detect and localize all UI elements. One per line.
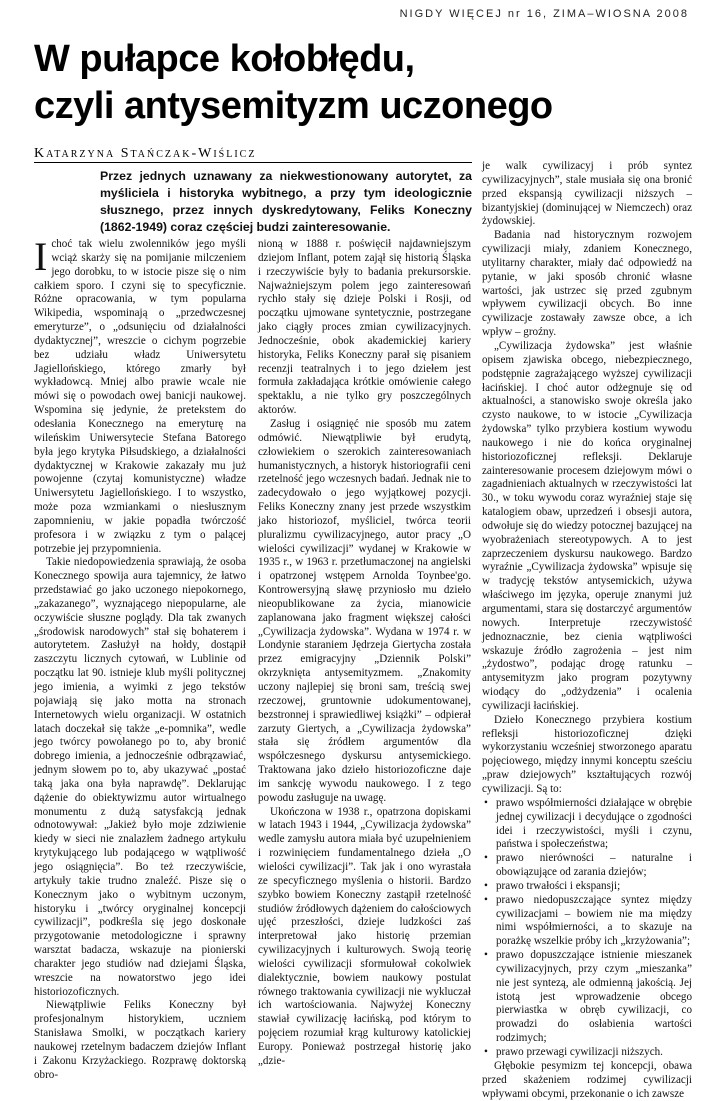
col3-paragraph-5: Głębokie pesymizm tej koncepcji, obawa przed skażeniem rodzimej cywilizacji wpływami obcymi, przekonanie o ich zawsze [482,1059,692,1100]
column-2 [258,238,471,1067]
list-item: • prawo niedopuszczające syntez między cywilizacjami – bowiem nie ma między nimi współmierności, a to skazuje na porażkę wszelkie próby ich „krzyżowania”; [496,894,692,949]
list-item: • prawo przewagi cywilizacji niższych. [496,1046,692,1060]
list-item: • prawo trwałości i ekspansji; [496,880,692,894]
col2-paragraph-1: nioną w 1888 r. poświęcił najdawniejszym dziejom Inflant, potem zajął się historią Śląska i rzeczywiście były to badania prekursorskie. Najważniejszym polem jego zainteresowań rychło stały się dzieje Polski i Rosji, od początku ujmowane syntetycznie, postrzegane jako ciągły proces zmian cywilizacyjnych. Jednocześnie, obok akademickiej kariery historyka, Feliks Koneczny parał się pisaniem recenzji teatralnych i to jego dziełem jest formuła zakładająca krótkie omówienie całego spektaklu, a nie tylko gry poszczególnych aktorów. [258,238,471,417]
column-1 [34,234,246,1081]
title-line-1: W pułapce kołobłędu, [34,38,415,80]
lead-name: Feliks Koneczny [369,203,473,218]
col3-paragraph-4: Dzieło Konecznego przybiera kostium refleksji historiozoficznej dzięki wykorzystaniu wcześniej stworzonego aparatu pojęciowego, między innymi konceptu sześciu „praw dziejowych” kształtujących rozwój cywilizacji. Są to: [482,713,692,795]
title-divider [34,162,472,163]
page-header: NIGDY WIĘCEJ nr 16, ZIMA–WIOSNA 2008 [399,8,689,20]
author-byline: Katarzyna Stańczak-Wiślicz [34,146,257,161]
col3-paragraph-3: „Cywilizacja żydowska” jest właśnie opisem zjawiska obcego, niebezpiecznego, podstępnie zagrażającego wyższej cywilizacji łacińskiej. I choć autor odżegnuje się od aktualności, a stanowisko swoje określa jako czysto naukowe, to w istocie „Cywilizacja żydowska” tylko przybiera kostium wywodu naukowego i nie do końca oryginalnej historiozoficznej refleksji. Deklaruje zainteresowanie procesem dziejowym mówi o zagadnieniach aktualnych w rzeczywistości lat 30., w toku wywodu coraz wyraźniej staje się katalogiem obaw, uprzedzeń i obsesji autora, odwołuje się do wiedzy potocznej bazującej na wyobrażeniach stereotypowych. A to jest zaprzeczeniem dyskursu naukowego. Bardzo wyraźnie „Cywilizacja żydowska” wpisuje się w tradycję tekstów antysemickich, używa właściwego im języka, operuje znanymi już argumentami, stara się dostarczyć argumentów nowych. Interpretuje rzeczywistość jednoznacznie, bez cienia wątpliwości wskazuje źródło zagrożenia – jest nim „żydostwo”, podając drogę ratunku – antysemityzm jako program pozytywny wiodący do „odżydzenia” i ocalenia cywilizacji łacińskiej. [482,339,692,712]
column-3 [482,160,692,1100]
col2-paragraph-2: Zasług i osiągnięć nie sposób mu zatem odmówić. Niewątpliwie był erudytą, człowiekiem o szerokich zainteresowaniach humanistycznych, a historyk historiografii ceni rzetelność jego wczesnych badań. Jednak nie to zadecydowało o jego wyjątkowej pozycji. Feliks Koneczny znany jest przede wszystkim jako historiozof, myśliciel, twórca teorii pluralizmu cywilizacyjnego, autor pracy „O wielości cywilizacji” wydanej w Krakowie w 1935 r., w 1963 r. przetłumaczonej na angielski i opatrzonej wstępem Arnolda Toynbee'go. Kontrowersyjną sławę przyniosło mu dzieło nieopublikowane za życia, mianowicie zaplanowana jako fragment większej całości „Cywilizacja żydowska”. Wydana w 1974 r. w Londynie staraniem Jędrzeja Giertycha została przez emigracyjny „Dziennik Polski” okrzyknięta antysemityzmem. „Znakomity uczony najlepiej się broni sam, treścią swej rzeczowej, gruntownie udokumentowanej, bezstronnej i sprawiedliwej książki” – odpierał zarzuty Giertych, a „Cywilizacja żydowska” stała się źródłem argumentów dla współczesnego dyskursu antysemickiego. Traktowana jako dzieło historiozoficzne daje im sankcję wywodu naukowego. I z tego powodu zasługuje na uwagę. [258,417,471,804]
col1-paragraph-3: Niewątpliwie Feliks Koneczny był profesjonalnym historykiem, uczniem Stanisława Smolki, w początkach kariery naukowej rzetelnym badaczem dziejów Inflant i Zakonu Krzyżackiego. Rozprawę doktorską obro- [34,999,246,1081]
col3-paragraph-1: je walk cywilizacyj i prób syntez cywilizacyjnych”, stale musiała się ona bronić przed ekspansją cywilizacji niższych – bizantyjskiej (dominującej w Niemczech) oraz żydowskiej. [482,160,692,228]
col1-paragraph-1 [34,234,246,556]
lead-text-after: (1862-1949) coraz częściej budzi zainteresowanie. [100,220,391,235]
lead-text-before: Przez jednych uznawany za niekwestionowany autorytet, za myśliciela i historyka wybitnego, a przy tym ideologicznie słusznego, przez innych dyskredytowany, [100,169,472,218]
col1-paragraph-2: Takie niedopowiedzenia sprawiają, że osoba Konecznego spowija aura tajemnicy, że łatwo przedstawiać go jako uczonego niepokornego, „zakazanego”, wyznającego niepopularne, ale oczywiście słuszne poglądy. Dla tak zwanych „środowisk narodowych” stał się bohaterem i autorytetem. Zasłużył na hołdy, dostąpił zaszczytu licznych cytowań, w Lublinie od początku lat 90. istnieje klub myśli politycznej jego imienia, a wyimki z jego tekstów pojawiają się jako motta na stronach Internetowych wielu organizacji. W ostatnich latach doczekał się także „e-pomnika”, wedle jego twórcy powołanego po to, aby bronić dobrego imienia, a jednocześnie odbrązawiać, jednym słowem po to, aby ukazywać „postać taką jaka ona była naprawdę”. Deklarując dążenie do obiektywizmu autor wirtualnego monumentu z dużą satysfakcją jednak odnotowywał: „Jakież było moje zdziwienie kiedy w sieci nie znalazłem żadnego artykułu krytykującego lub podającego w wątpliwość jego osiągnięcia”. Bo też rzeczywiście, artykuły takie trudno znaleźć. Pisze się o Konecznym jako o wybitnym uczonym, historyku i „twórcy oryginalnej koncepcji cywilizacji”, podkreśla się jego doskonałe przygotowanie metodologiczne i sprawny warsztat badacza, wskazuje na pionierski charakter jego studiów nad dziejami Śląska, wreszcie na nowatorstwo jego idei historiozoficznych. [34,556,246,998]
title-line-2: czyli antysemityzm uczonego [34,85,553,127]
drop-cap: I [34,234,48,279]
laws-list [482,797,692,1060]
list-item: • prawo współmierności działające w obrębie jednej cywilizacji i decydujące o zgodności idei i rzeczywistości, myśli i czynu, państwa i społeczeństwa; [496,797,692,852]
lead-paragraph [100,168,472,236]
col3-paragraph-2: Badania nad historycznym rozwojem cywilizacji miały, zdaniem Konecznego, utylitarny charakter, miały dać odpowiedź na pytanie, w jaki sposób chronić własne wartości, jak ustrzec się przed zgubnym wpływem cywilizacji obcych. Bo inne cywilizacje zostawały zawsze obce, a ich wpływ – groźny. [482,229,692,339]
list-item: • prawo nierówności – naturalne i obowiązujące od zarania dziejów; [496,852,692,880]
col1-paragraph-1-text: choć tak wielu zwolenników jego myśli wciąż skarży się na pomijanie milczeniem jego dorobku, to w istocie pisze się o nim całkiem sporo. I czyni się to specyficznie. Różne opracowania, w tym popularna Wikipedia, wspominają o „przedwczesnej emeryturze”, o „odsunięciu od działalności dydaktycznej”, wreszcie o cichym pogrzebie bez udziału władz Uniwersytetu Jagiellońskiego, którego zmarły był wykładowcą. Mniej albo prawie wcale nie mówi się o powodach owej banicji naukowej. Wspomina się jedynie, że pretekstem do odesłania Konecznego na emeryturę na wileńskim Uniwersytecie Stefana Batorego była jego krytyka Piłsudskiego, a działalności dydaktycznej w Krakowie zakazały mu już powojenne (czytaj komunistyczne) władze Uniwersytetu Jagiellońskiego. I to wszystko, może poza wzmiankami o niesłusznym zapomnieniu, w jakie popadła twórczość profesora i w związku z tym o palącej potrzebie jej przypomnienia. [34,238,246,555]
article-title [34,36,553,130]
list-item: • prawo dopuszczające istnienie mieszanek cywilizacyjnych, przy czym „mieszanka” nie jest syntezą, ale odmienną jakością. Jej istotą jest wprowadzenie obcego pierwiastka w obręb cywilizacji, co prowadzi do osłabienia wartości rodzimych; [496,949,692,1046]
col2-paragraph-3: Ukończona w 1938 r., opatrzona dopiskami w latach 1943 i 1944, „Cywilizacja żydowska” wedle zamysłu autora miała być uzupełnieniem i rozwinięciem fundamentalnego dzieła „O wielości cywilizacji”. Tak jak i ono wyrastała ze specyficznego myślenia o historii. Bardzo szybko bowiem Koneczny zastąpił rzetelność studiów źródłowych dążeniem do całościowych ujęć przeszłości, dzieje ludzkości zaś interpretował jako historię przemian cywilizacyjnych i kulturowych. Swoją teorię wielości cywilizacji sformułował cokolwiek dialektycznie, bowiem naukowy postulat równego traktowania cywilizacji nie wykluczał ich wartościowania. Najwyżej Koneczny stawiał cywilizację łacińską, pod którym to pojęciem rozumiał krąg kulturowy katolickiej Europy. Ponieważ postrzegał historię jako „dzie- [258,805,471,1067]
